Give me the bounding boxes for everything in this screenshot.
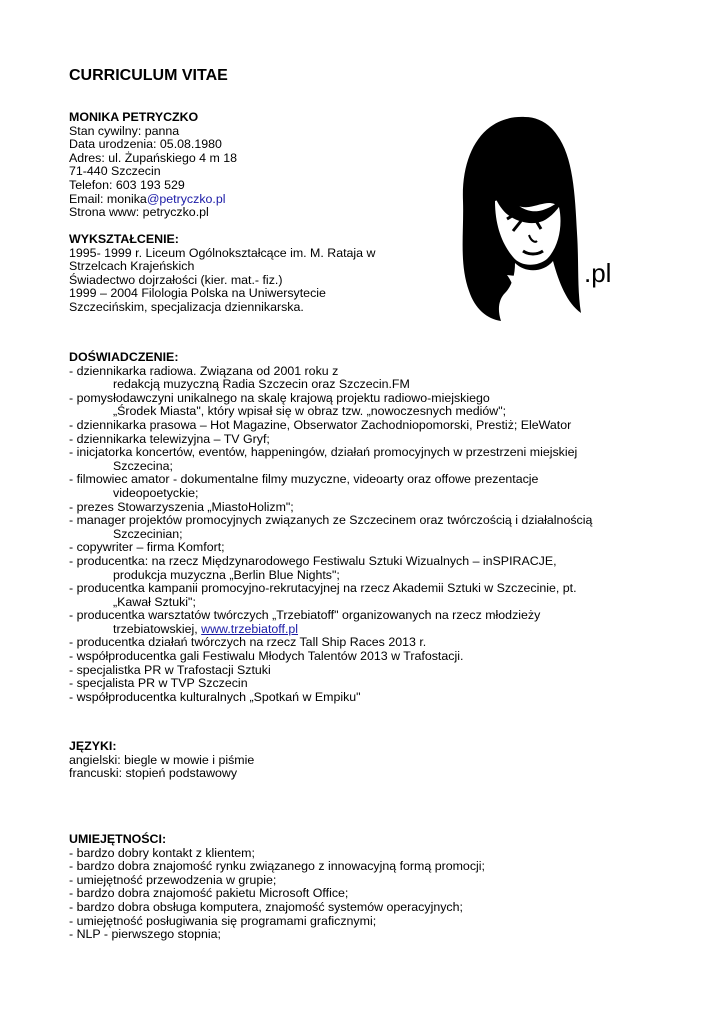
experience-line: - inicjatorka koncertów, eventów, happeningów, działań promocyjnych w przestrzeni miejskiej <box>69 445 578 460</box>
experience-line: - dziennikarka telewizyjna – TV Gryf; <box>69 431 270 446</box>
experience-line: - współproducentka kulturalnych „Spotkań w Empiku" <box>69 689 361 704</box>
languages-heading: JĘZYKI: <box>69 739 117 753</box>
education-heading: WYKSZTAŁCENIE: <box>69 232 179 246</box>
education-line: 1999 – 2004 Filologia Polska na Uniwersytecie <box>69 286 326 301</box>
education-line: Szczecińskim, specjalizacja dziennikarska. <box>69 299 304 314</box>
experience-line <box>69 623 669 637</box>
experience-line: „Kawał Sztuki"; <box>113 594 196 609</box>
skill-line: - bardzo dobry kontakt z klientem; <box>69 845 255 860</box>
experience-line: - specjalista PR w TVP Szczecin <box>69 676 248 691</box>
experience-line: - producentka kampanii promocyjno-rekrutacyjnej na rzecz Akademii Sztuki w Szczecinie, pt. <box>69 581 577 596</box>
education-line: Strzelcach Krajeńskich <box>69 259 195 274</box>
page-title: CURRICULUM VITAE <box>69 67 228 84</box>
portrait-tag: .pl <box>584 258 612 288</box>
email-link[interactable]: @petryczko.pl <box>146 191 226 206</box>
experience-line: - manager projektów promocyjnych związanych ze Szczecinem oraz twórczością i działalnością <box>69 513 593 528</box>
experience-line: - specjalistka PR w Trafostacji Sztuki <box>69 662 271 677</box>
languages-section <box>69 740 669 781</box>
skills-heading: UMIEJĘTNOŚCI: <box>69 832 167 846</box>
website: Strona www: petryczko.pl <box>69 205 209 220</box>
address: Adres: ul. Żupańskiego 4 m 18 <box>69 150 238 165</box>
experience-line: - copywriter – firma Komfort; <box>69 540 225 555</box>
language-line: angielski: biegle w mowie i piśmie <box>69 752 255 767</box>
experience-line: - producentka warsztatów twórczych „Trzebiatoff" organizowanych na rzecz młodzieży <box>69 608 541 623</box>
skill-line: - bardzo dobra obsługa komputera, znajomość systemów operacyjnych; <box>69 899 463 914</box>
experience-line-text: trzebiatowskiej, <box>113 621 202 636</box>
email-prefix: Email: monika <box>69 191 147 206</box>
education-section <box>69 233 669 315</box>
person-name: MONIKA PETRYCZKO <box>69 110 199 124</box>
skill-line: - bardzo dobra znajomość rynku związanego z innowacyjną formą promocji; <box>69 859 485 874</box>
marital-status: Stan cywilny: panna <box>69 123 180 138</box>
experience-line: produkcja muzyczna „Berlin Blue Nights"; <box>113 567 340 582</box>
education-line: 1995- 1999 r. Liceum Ogólnokształcące im. M. Rataja w <box>69 245 376 260</box>
experience-line: videopoetyckie; <box>113 485 199 500</box>
experience-section <box>69 351 669 704</box>
experience-line: - producentka: na rzecz Międzynarodowego Festiwalu Sztuki Wizualnych – inSPIRACJE, <box>69 553 557 568</box>
experience-line: „Środek Miasta", który wpisał się w obraz tzw. „nowoczesnych mediów"; <box>113 404 507 419</box>
skills-section <box>69 833 669 942</box>
experience-line: - producentka działań twórczych na rzecz Tall Ship Races 2013 r. <box>69 635 427 650</box>
trzebiatoff-link[interactable]: www.trzebiatoff.pl <box>201 621 299 636</box>
experience-line: Szczecinian; <box>113 526 183 541</box>
language-line: francuski: stopień podstawowy <box>69 766 238 781</box>
skill-line: - umiejętność posługiwania się programami graficznymi; <box>69 913 377 928</box>
experience-line: - prezes Stowarzyszenia „MiastoHolizm"; <box>69 499 294 514</box>
experience-line: - dziennikarka radiowa. Związana od 2001 roku z <box>69 363 339 378</box>
education-line: Świadectwo dojrzałości (kier. mat.- fiz.) <box>69 272 283 287</box>
skill-line: - umiejętność przewodzenia w grupie; <box>69 872 277 887</box>
birth-date: Data urodzenia: 05.08.1980 <box>69 137 222 152</box>
skill-line: - bardzo dobra znajomość pakietu Microsoft Office; <box>69 886 349 901</box>
experience-line: redakcją muzyczną Radia Szczecin oraz Szczecin.FM <box>113 377 410 392</box>
experience-line: - współproducentka gali Festiwalu Młodych Talentów 2013 w Trafostacji. <box>69 649 464 664</box>
experience-heading: DOŚWIADCZENIE: <box>69 350 179 364</box>
experience-line: - pomysłodawczyni unikalnego na skalę krajową projektu radiowo-miejskiego <box>69 390 490 405</box>
experience-line: - dziennikarka prasowa – Hot Magazine, Obserwator Zachodniopomorski, Prestiż; EleWator <box>69 417 572 432</box>
phone: Telefon: 603 193 529 <box>69 177 185 192</box>
city: 71-440 Szczecin <box>69 164 161 179</box>
skill-line: - NLP - pierwszego stopnia; <box>69 927 221 942</box>
experience-line: - filmowiec amator - dokumentalne filmy muzyczne, videoarty oraz offowe prezentacje <box>69 472 539 487</box>
experience-line: Szczecina; <box>113 458 173 473</box>
